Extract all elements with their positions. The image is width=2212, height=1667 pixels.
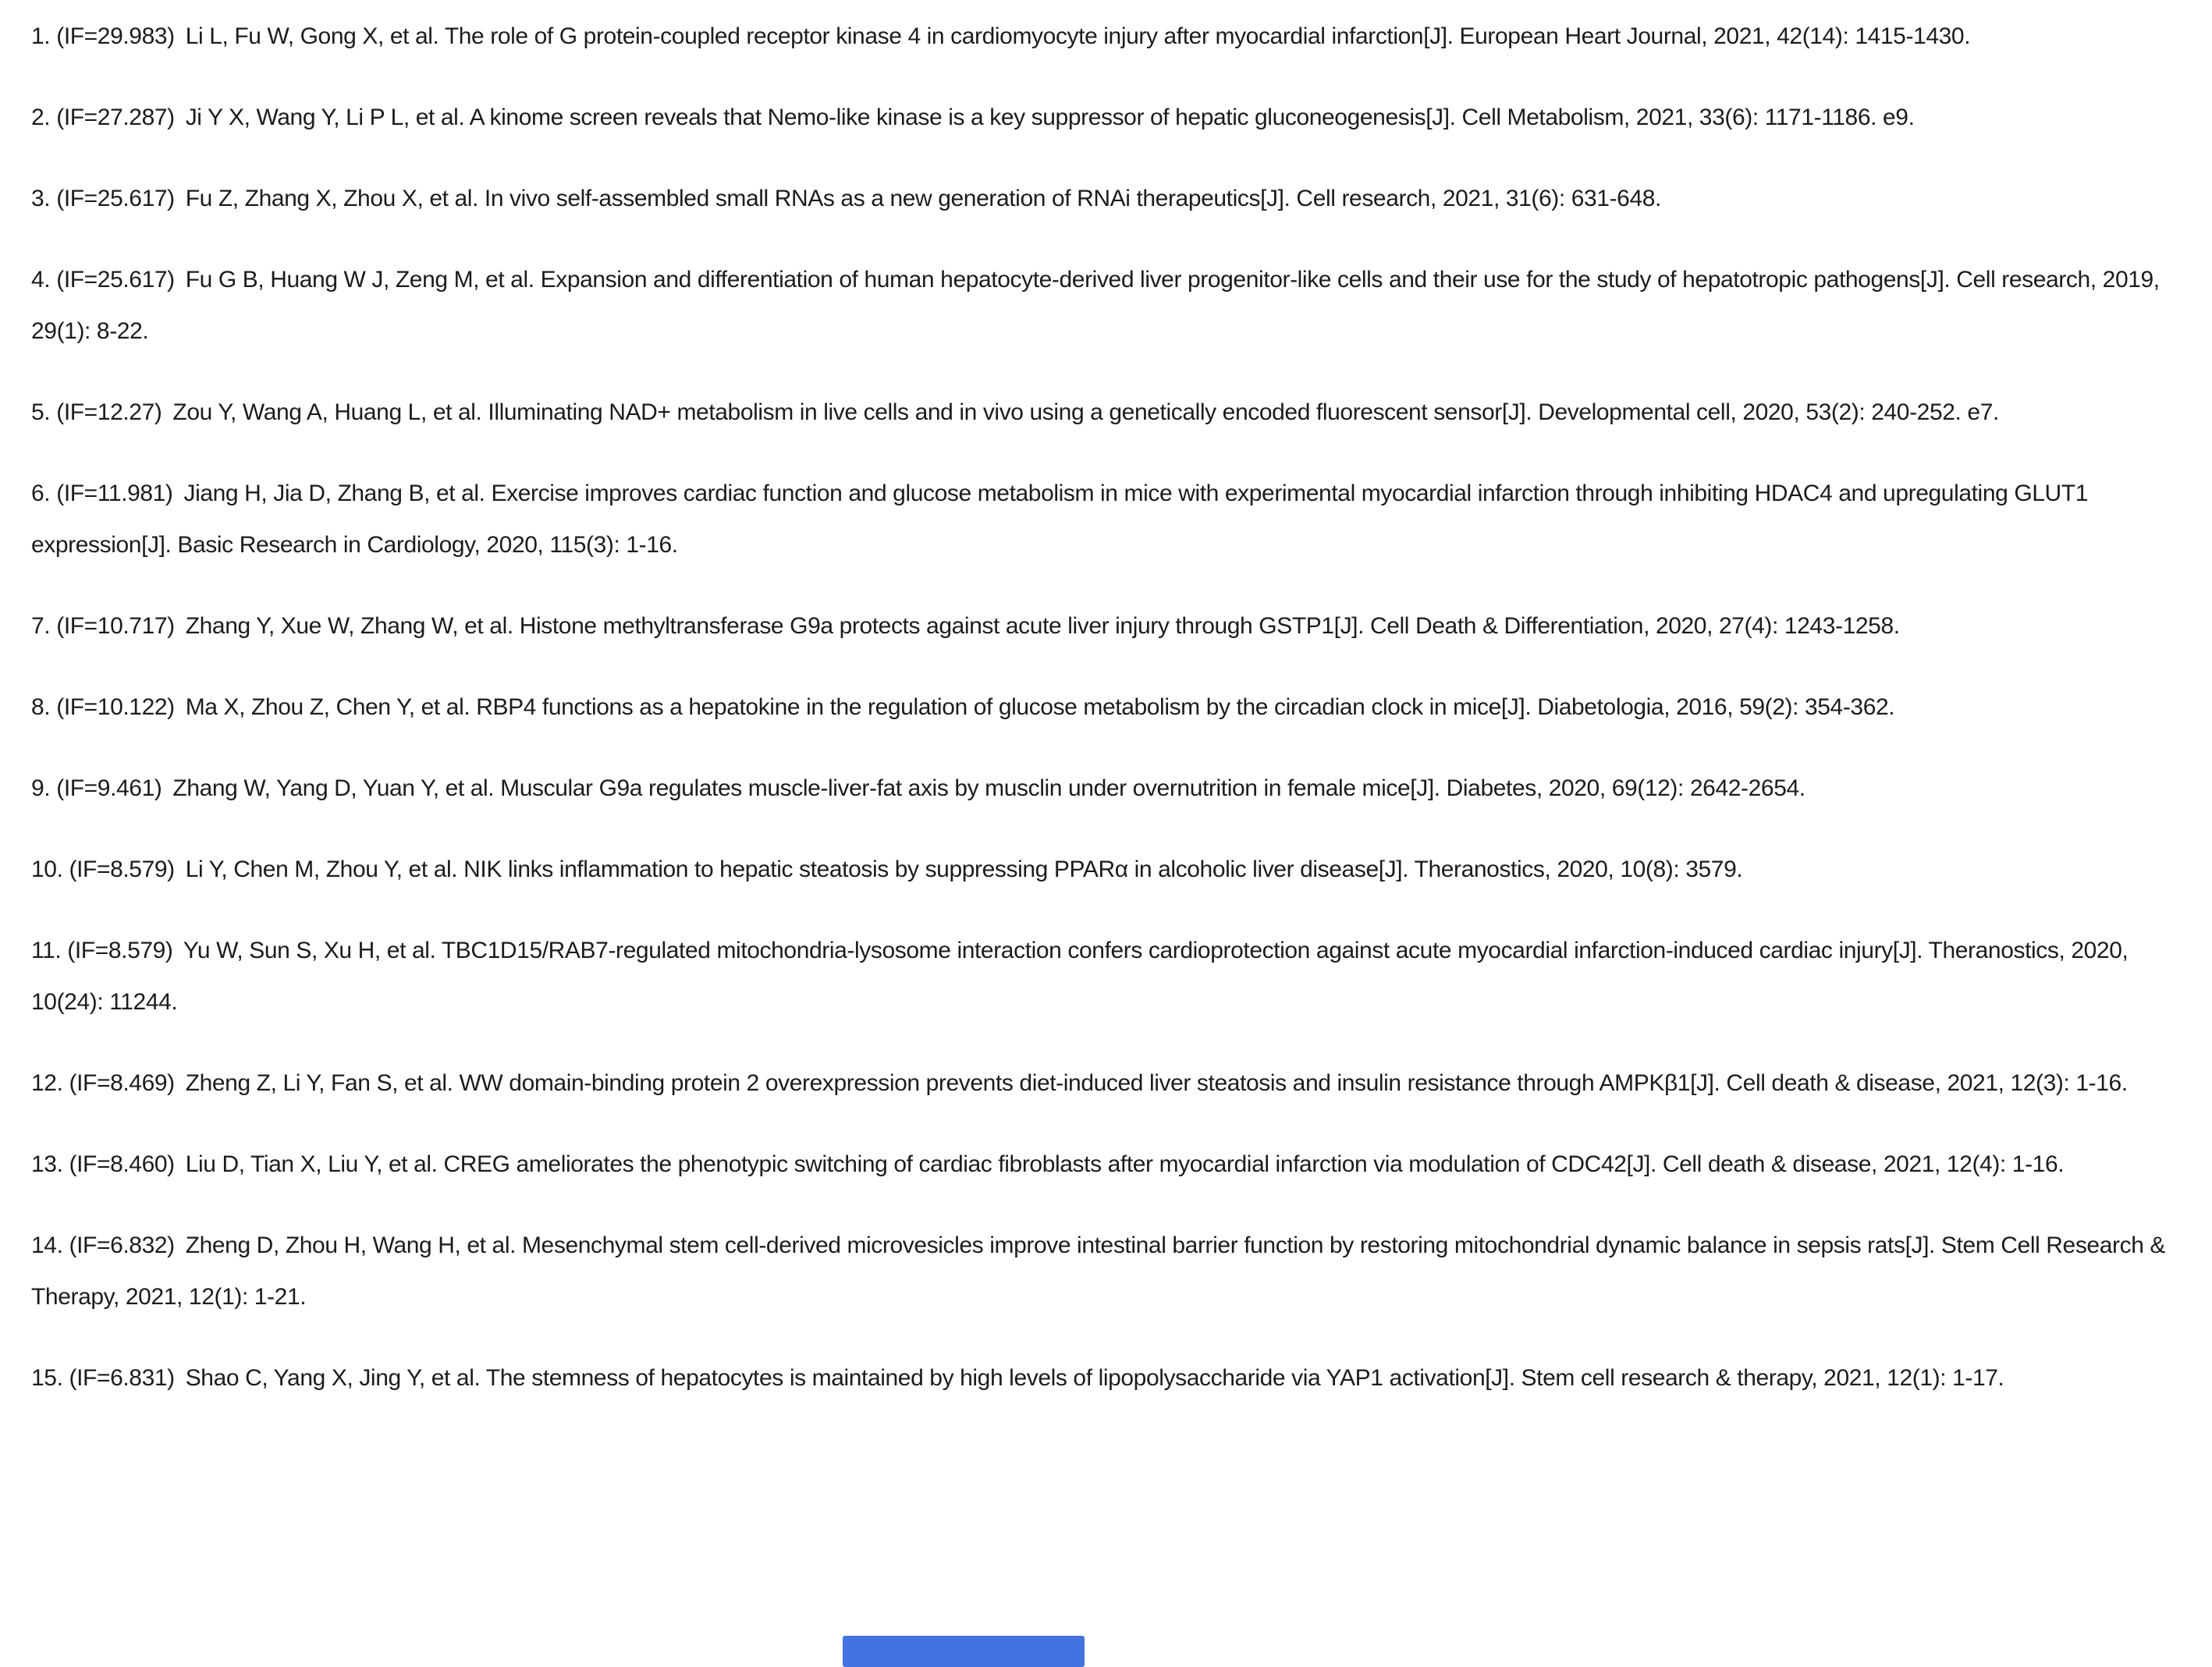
reference-number: 3.: [31, 186, 51, 211]
reference-citation: Shao C, Yang X, Jing Y, et al. The stemness of hepatocytes is maintained by high levels of lipopolysaccharide via YAP1 activation[J]. Stem cell research & therapy, 2021, 12(1): 1-17.: [185, 1365, 2004, 1391]
reference-item: [31, 682, 2184, 733]
reference-citation: Zou Y, Wang A, Huang L, et al. Illuminating NAD+ metabolism in live cells and in vivo using a genetically encoded fluorescent sensor[J]. Developmental cell, 2020, 53(2): 240-252. e7.: [172, 399, 1999, 425]
reference-item: [31, 92, 2184, 144]
impact-factor: (IF=11.981): [56, 481, 173, 506]
reference-citation: Zheng D, Zhou H, Wang H, et al. Mesenchymal stem cell-derived microvesicles improve intestinal barrier function by restoring mitochondrial dynamic balance in sepsis rats[J]. Stem Cell Research & Therapy, 2021, 12(1): 1-21.: [31, 1233, 2166, 1310]
reference-item: [31, 844, 2184, 896]
reference-item: [31, 925, 2184, 1028]
reference-citation: Zhang Y, Xue W, Zhang W, et al. Histone methyltransferase G9a protects against acute liver injury through GSTP1[J]. Cell Death & Differentiation, 2020, 27(4): 1243-1258.: [185, 613, 1900, 639]
reference-number: 9.: [31, 775, 51, 801]
reference-number: 13.: [31, 1151, 63, 1177]
impact-factor: (IF=10.717): [56, 613, 175, 639]
impact-factor: (IF=25.617): [56, 267, 175, 293]
impact-factor: (IF=8.460): [69, 1151, 175, 1177]
impact-factor: (IF=12.27): [56, 399, 162, 425]
reference-citation: Ma X, Zhou Z, Chen Y, et al. RBP4 functions as a hepatokine in the regulation of glucose metabolism by the circadian clock in mice[J]. Diabetologia, 2016, 59(2): 354-362.: [185, 694, 1895, 720]
horizontal-scrollbar-thumb[interactable]: [843, 1636, 1085, 1667]
reference-number: 10.: [31, 857, 63, 882]
impact-factor: (IF=8.579): [67, 938, 173, 963]
reference-citation: Zhang W, Yang D, Yuan Y, et al. Muscular G9a regulates muscle-liver-fat axis by musclin under overnutrition in female mice[J]. Diabetes, 2020, 69(12): 2642-2654.: [172, 775, 1805, 801]
impact-factor: (IF=6.832): [69, 1233, 175, 1258]
reference-citation: Zheng Z, Li Y, Fan S, et al. WW domain-binding protein 2 overexpression prevents diet-induced liver steatosis and insulin resistance through AMPKβ1[J]. Cell death & disease, 2021, 12(3): 1-16.: [185, 1070, 2128, 1096]
reference-citation: Li L, Fu W, Gong X, et al. The role of G protein-coupled receptor kinase 4 in cardiomyocyte injury after myocardial infarction[J]. European Heart Journal, 2021, 42(14): 1415-1430.: [185, 23, 1971, 49]
reference-citation: Fu Z, Zhang X, Zhou X, et al. In vivo self-assembled small RNAs as a new generation of RNAi therapeutics[J]. Cell research, 2021, 31(6): 631-648.: [185, 186, 1661, 211]
reference-number: 1.: [31, 23, 51, 49]
reference-item: [31, 763, 2184, 814]
impact-factor: (IF=29.983): [56, 23, 175, 49]
reference-citation: Fu G B, Huang W J, Zeng M, et al. Expansion and differentiation of human hepatocyte-derived liver progenitor-like cells and their use for the study of hepatotropic pathogens[J]. Cell research, 2019, 29(1): 8-22.: [31, 267, 2160, 344]
reference-item: [31, 254, 2184, 357]
reference-number: 14.: [31, 1233, 63, 1258]
reference-number: 12.: [31, 1070, 63, 1096]
reference-citation: Jiang H, Jia D, Zhang B, et al. Exercise improves cardiac function and glucose metabolism in mice with experimental myocardial infarction through inhibiting HDAC4 and upregulating GLUT1 expression[J]. Basic Research in Cardiology, 2020, 115(3): 1-16.: [31, 481, 2089, 558]
reference-citation: Yu W, Sun S, Xu H, et al. TBC1D15/RAB7-regulated mitochondria-lysosome interaction confers cardioprotection against acute myocardial infarction-induced cardiac injury[J]. Theranostics, 2020, 10(24): 11244.: [31, 938, 2129, 1015]
reference-number: 11.: [31, 938, 62, 963]
reference-item: [31, 1220, 2184, 1323]
reference-item: [31, 11, 2184, 62]
reference-number: 2.: [31, 105, 51, 130]
reference-number: 6.: [31, 481, 51, 506]
reference-item: [31, 601, 2184, 652]
impact-factor: (IF=9.461): [56, 775, 162, 801]
reference-number: 8.: [31, 694, 51, 720]
reference-citation: Li Y, Chen M, Zhou Y, et al. NIK links inflammation to hepatic steatosis by suppressing PPARα in alcoholic liver disease[J]. Theranostics, 2020, 10(8): 3579.: [185, 857, 1743, 882]
reference-item: [31, 468, 2184, 571]
impact-factor: (IF=27.287): [56, 105, 175, 130]
impact-factor: (IF=6.831): [69, 1365, 175, 1391]
reference-citation: Ji Y X, Wang Y, Li P L, et al. A kinome screen reveals that Nemo-like kinase is a key suppressor of hepatic gluconeogenesis[J]. Cell Metabolism, 2021, 33(6): 1171-1186. e9.: [185, 105, 1915, 130]
impact-factor: (IF=25.617): [56, 186, 175, 211]
reference-item: [31, 1058, 2184, 1109]
reference-number: 4.: [31, 267, 51, 293]
impact-factor: (IF=8.579): [69, 857, 175, 882]
reference-item: [31, 387, 2184, 438]
reference-item: [31, 1353, 2184, 1404]
reference-citation: Liu D, Tian X, Liu Y, et al. CREG ameliorates the phenotypic switching of cardiac fibroblasts after myocardial infarction via modulation of CDC42[J]. Cell death & disease, 2021, 12(4): 1-16.: [185, 1151, 2065, 1177]
reference-number: 15.: [31, 1365, 63, 1391]
impact-factor: (IF=8.469): [69, 1070, 175, 1096]
reference-number: 5.: [31, 399, 51, 425]
impact-factor: (IF=10.122): [56, 694, 175, 720]
reference-item: [31, 173, 2184, 225]
reference-number: 7.: [31, 613, 51, 639]
reference-item: [31, 1139, 2184, 1190]
